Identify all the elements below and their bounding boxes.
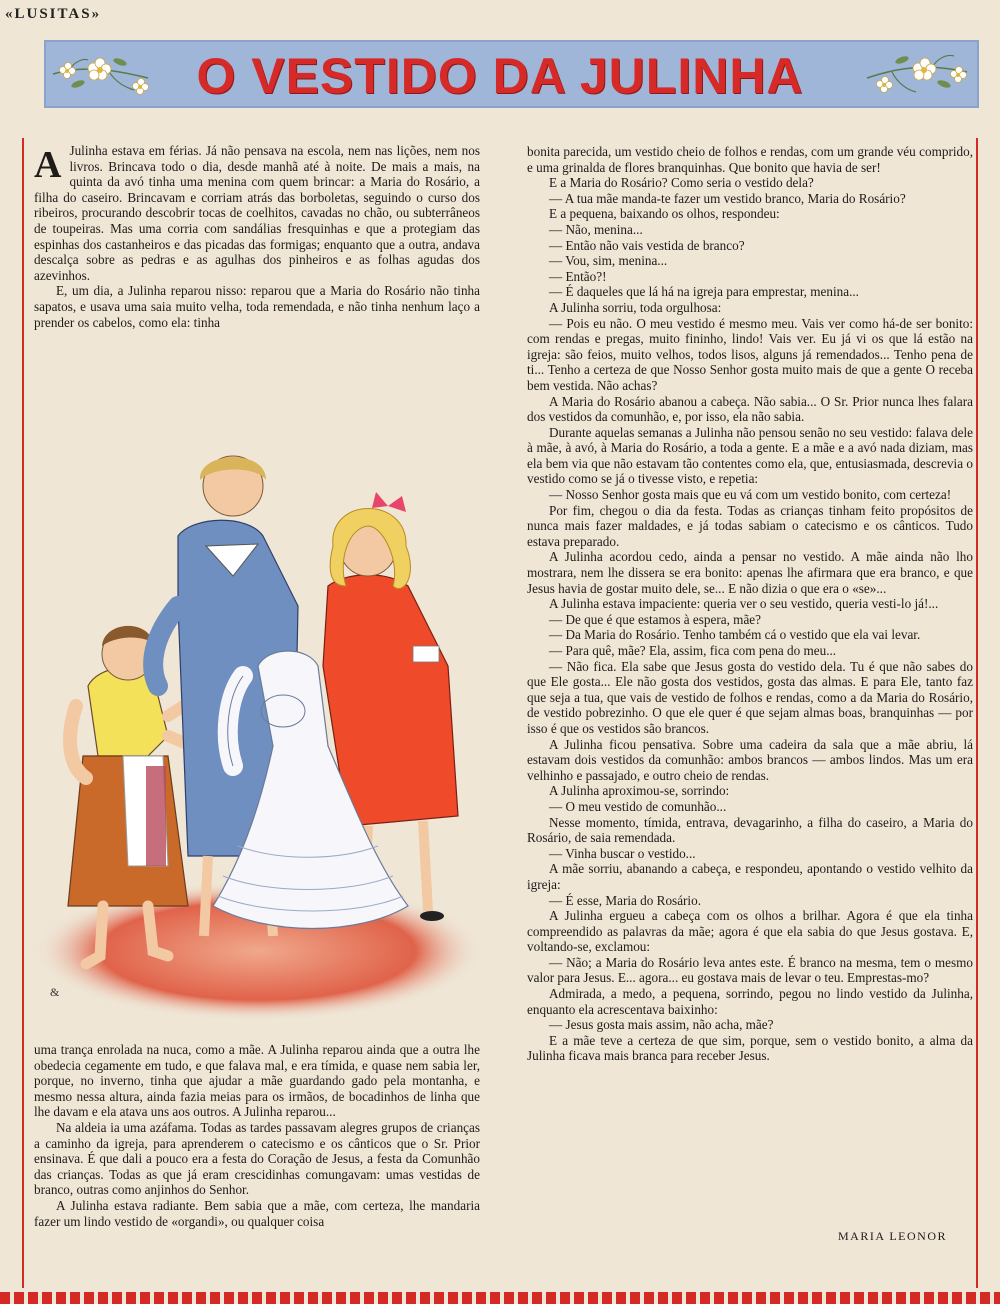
paragraph: A Julinha sorriu, toda orgulhosa: (549, 299, 722, 315)
opening-paragraph: A Julinha estava em férias. Já não pensava na escola, nem nas lições, nem nos livros. Brincava todo o dia, desde manhã até à noite. De mais a mais, na quinta da avó tinha uma menina com quem brincar: a Maria do Rosário, a filha do caseiro. Brincavam e corriam atrás das borboletas, seguindo o curso dos ribeiros, procurando descobrir tocas de coelhitos, cavadas no chão, ou subterrâneos de toupeiras. Mas uma corria com sandálias fresquinhas e que a protegiam das espinhas dos castanheiros e das picadas das formigas; enquanto que a outra, andava descalça sobre as pedras e as agulhas dos pinheiros e as folhas agudas dos azevinhos. (34, 143, 480, 283)
dialogue-line: — É daqueles que lá há na igreja para emprestar, menina... (549, 284, 859, 300)
paragraph: Por fim, chegou o dia da festa. Todas as crianças tinham feito propósitos de nunca mais fazer maldades, e já todas sabiam o catecismo e os cânticos. Tudo estava preparado. (527, 502, 973, 549)
dialogue-line: — De que é que estamos à espera, mãe? (549, 611, 762, 627)
paragraph: A Julinha ficou pensativa. Sobre uma cadeira da sala que a mãe abriu, lá estavam dois vestidos da comunhão: ambos brancos — ambos lindos. Mas um era velhinho e passajado, e outro cheio de rendas. (527, 736, 973, 783)
dialogue-line: — Então?! (549, 268, 607, 284)
paragraph: E, um dia, a Julinha reparou nisso: reparou que a Maria do Rosário não tinha sapatos, e usava uma saia muito velha, toda remendada, e não tinha nenhum laço a prender os cabelos, como ela: tinha (34, 283, 480, 330)
column-right (527, 144, 973, 1064)
dialogue-line: — Não fica. Ela sabe que Jesus gosta do vestido dela. Tu é que não sabes do que Ele gosta... Ele não gosta dos vestidos, gosta das almas. E para Ele, tanto faz que seja a tua, que vais de vestido de folhos e rendas, como a da Maria do Rosário, de vestido pobrezinho. O que ele quer é que sejam almas boas, branquinhas — por isso é que os vestidos são brancos. (527, 658, 973, 736)
dialogue-line: — Vinha buscar o vestido... (549, 845, 696, 861)
dialogue-line: — A tua mãe manda-te fazer um vestido branco, Maria do Rosário? (549, 190, 906, 206)
paragraph: Admirada, a medo, a pequena, sorrindo, pegou no lindo vestido da Julinha, enquanto ela acrescentava baixinho: (527, 986, 973, 1017)
paragraph: Nesse momento, tímida, entrava, devagarinho, a filha do caseiro, a Maria do Rosário, de saia remendada. (527, 814, 973, 846)
paragraph: uma trança enrolada na nuca, como a mãe. A Julinha reparou ainda que a outra lhe obedecia cegamente em tudo, e que falava mal, e era tímida, e quase nem sabia ler, porque, no inverno, tinha que ajudar a mãe guardando gado pela montanha, e mesmo nessa altura, ainda fazia meias para os irmãos, de bocadinhos de linha que lhe davam e ela atava uns aos outros. A Julinha reparou... (34, 1042, 480, 1120)
paragraph: bonita parecida, um vestido cheio de folhos e rendas, com um grande véu comprido, e uma grinalda de flores branquinhas. Que bonito que havia de ser! (527, 144, 973, 175)
paragraph: E a Maria do Rosário? Como seria o vestido dela? (549, 175, 814, 191)
dialogue-line: — Da Maria do Rosário. Tenho também cá o vestido que ela vai levar. (549, 627, 921, 643)
magazine-name: «LUSITAS» (5, 6, 102, 22)
dialogue-line: — Pois eu não. O meu vestido é mesmo meu. Vais ver como há-de ser bonito: com rendas e pregas, muito fininho, lindo! Vais ver. Eu já vi os que lá estão na igreja: são feios, muito velhos, todos lisos, alguns já remendados... Tenho pena de ti... Tenho a certeza de que Nosso Senhor gosta muito mais de que a gente O receba bem vestida. Não achas? (527, 315, 973, 393)
dialogue-line: — Jesus gosta mais assim, não acha, mãe? (549, 1017, 774, 1033)
paragraph: A Julinha estava impaciente: queria ver o seu vestido, queria vesti-lo já!... (549, 596, 939, 612)
dialogue-line: — Não, menina... (549, 221, 643, 237)
column-left-bottom (34, 1042, 480, 1229)
right-red-rule (976, 138, 978, 1288)
paragraph: A Maria do Rosário abanou a cabeça. Não sabia... O Sr. Prior nunca lhes falara dos vestidos da comunhão, e, por isso, ela não sabia. (527, 393, 973, 425)
paragraph: A mãe sorriu, abanando a cabeça, e respondeu, apontando o vestido velhito da igreja: (527, 861, 973, 892)
paragraph: Na aldeia ia uma azáfama. Todas as tardes passavam alegres grupos de crianças a caminho da igreja, para aprenderem o catecismo e os cânticos que o Sr. Prior ensinava. É que dali a pouco era a festa do Coração de Jesus, a festa da Comunhão das crianças. Todas as que já eram crescidinhas comungavam: umas vestidas de branco, outras como anjinhos do Senhor. (34, 1119, 480, 1198)
paragraph: E a pequena, baixando os olhos, respondeu: (549, 206, 780, 222)
paragraph: Durante aquelas semanas a Julinha não pensou senão no seu vestido: falava dele à mãe, à avó, à Maria do Rosário, a toda a gente. E a mãe e a avó nada diziam, mas ela bem via que não estavam tão contentes como ela, que, entusiasmada, descrevia o vestido como se já o tivesse visto, e repetia: (527, 424, 973, 487)
author-signature: MARIA LEONOR (838, 1229, 948, 1243)
flower-spray-right-icon (862, 44, 972, 104)
article-title: O VESTIDO DA JULINHA (196, 48, 804, 104)
column-left-top (34, 143, 480, 330)
paragraph: A Julinha aproximou-se, sorrindo: (549, 783, 730, 799)
bottom-red-border (0, 1292, 1000, 1304)
paragraph: E a mãe teve a certeza de que sim, porque, sem o vestido bonito, a alma da Julinha ficava mais branca para receber Jesus. (527, 1032, 973, 1064)
flower-spray-left-icon (48, 44, 158, 104)
dialogue-line: — Nosso Senhor gosta mais que eu vá com um vestido bonito, com certeza! (549, 487, 952, 503)
dialogue-line: — Para quê, mãe? Ela, assim, fica com pena do meu... (549, 643, 837, 658)
dialogue-line: — Não; a Maria do Rosário leva antes este. É branco na mesma, tem o mesmo valor para Jesus. E... agora... eu gostava mais de levar o teu. Emprestas-mo? (527, 954, 973, 986)
paragraph: A Julinha acordou cedo, ainda a pensar no vestido. A mãe ainda não lho mostrara, nem lhe dissera se era bonito: apenas lhe afirmara que era branco, e que Jesus havia de gostar muito dele, se... E não dizia o que era o «se»... (527, 549, 973, 596)
dialogue-line: — Vou, sim, menina... (549, 253, 668, 269)
paragraph: A Julinha ergueu a cabeça com os olhos a brilhar. Agora é que ela tinha compreendido as palavras da mãe; agora é que ela sabia do que Jesus gostava. E, voltando-se, exclamou: (527, 908, 973, 955)
dialogue-line: — É esse, Maria do Rosário. (549, 892, 701, 908)
paragraph: A Julinha estava radiante. Bem sabia que a mãe, com certeza, lhe mandaria fazer um lindo vestido de «organdi», ou qualquer coisa (34, 1197, 480, 1229)
left-red-rule (22, 138, 24, 1288)
dialogue-line: — O meu vestido de comunhão... (549, 798, 727, 814)
svg-text:&: & (50, 985, 60, 999)
drop-cap: A (34, 144, 62, 186)
illustration-three-women-with-dress (28, 436, 488, 1028)
dialogue-line: — Então não vais vestida de branco? (549, 237, 745, 253)
